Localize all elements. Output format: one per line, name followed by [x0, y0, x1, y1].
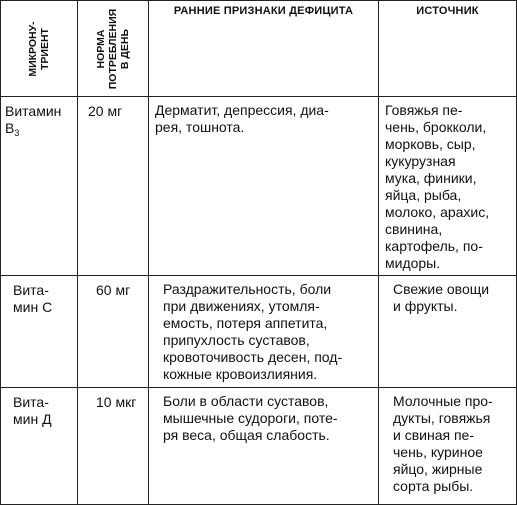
nutrient-cell: [1, 276, 78, 388]
header-norm-line: НОРМА: [95, 29, 107, 68]
header-row: [1, 1, 517, 97]
signs-cell: [149, 276, 379, 388]
nutrient-name: мин Д: [13, 411, 52, 427]
header-nutrient-line: ТРИЕНТ: [39, 27, 51, 70]
nutrient-name: Вита-: [13, 394, 49, 410]
header-signs: [149, 1, 379, 97]
source-line: картофель, по-: [385, 238, 483, 254]
norm-value: 10 мкг: [96, 394, 137, 410]
header-nutrient: [1, 1, 78, 97]
table-row: [1, 388, 517, 505]
table-row: [1, 97, 517, 276]
header-nutrient-line: МИКРОНУ-: [27, 20, 39, 77]
source-line: кукурузная: [385, 153, 456, 169]
source-cell: [379, 276, 517, 388]
source-line: и свиная пе-: [393, 427, 474, 443]
nutrient-cell: [1, 388, 78, 505]
nutrient-cell: [1, 97, 78, 276]
signs-line: емость, потеря аппетита,: [163, 315, 328, 331]
signs-cell: [149, 388, 379, 505]
signs-line: припухлость суставов,: [163, 332, 310, 348]
signs-line: кровоточивость десен, под-: [163, 349, 343, 365]
nutrient-name: Вита-: [13, 282, 49, 298]
signs-cell: [149, 97, 379, 276]
source-line: морковь, сыр,: [385, 136, 476, 152]
nutrient-name: В: [5, 120, 15, 136]
source-cell: [379, 388, 517, 505]
norm-value: 20 мг: [88, 103, 123, 119]
header-source: [379, 1, 517, 97]
header-norm-line: В ДЕНЬ: [119, 28, 131, 69]
source-line: чень, брокколи,: [385, 119, 487, 135]
signs-line: Боли в области суставов,: [163, 393, 329, 409]
source-line: сорта рыбы.: [393, 478, 474, 494]
signs-line: Дерматит, депрессия, диа-: [155, 102, 329, 118]
signs-line: кожные кровоизлияния.: [163, 366, 318, 382]
signs-line: Раздражительность, боли: [163, 281, 332, 297]
source-line: Молочные про-: [393, 393, 493, 409]
nutrient-subscript: 3: [14, 128, 20, 138]
nutrient-name: мин С: [13, 299, 53, 315]
source-line: Говяжья пе-: [385, 102, 463, 118]
header-norm: [78, 1, 149, 97]
norm-cell: [78, 276, 149, 388]
source-cell: [379, 97, 517, 276]
source-line: чень, куриное: [393, 444, 483, 460]
source-line: дукты, говяжья: [393, 410, 491, 426]
signs-line: рея, тошнота.: [155, 119, 245, 135]
signs-line: при движениях, утомля-: [163, 298, 320, 314]
source-line: мидоры.: [385, 255, 441, 271]
table-row: [1, 276, 517, 388]
source-line: и фрукты.: [393, 298, 458, 314]
header-source-label: ИСТОЧНИК: [416, 5, 479, 17]
source-line: свинина,: [385, 221, 443, 237]
norm-cell: [78, 388, 149, 505]
header-signs-label: РАННИЕ ПРИЗНАКИ ДЕФИЦИТА: [173, 5, 354, 17]
signs-line: ря веса, общая слабость.: [163, 427, 330, 443]
source-line: молоко, арахис,: [385, 204, 490, 220]
source-line: яйца, рыба,: [385, 187, 462, 203]
source-line: мука, финики,: [385, 170, 477, 186]
source-line: яйцо, жирные: [393, 461, 483, 477]
norm-cell: [78, 97, 149, 276]
signs-line: мышечные судороги, поте-: [163, 410, 338, 426]
nutrient-name: Витамин: [5, 103, 62, 119]
source-line: Свежие овощи: [393, 281, 490, 297]
norm-value: 60 мг: [96, 282, 131, 298]
header-norm-line: ПОТРЕБЛЕНИЯ: [107, 8, 119, 89]
